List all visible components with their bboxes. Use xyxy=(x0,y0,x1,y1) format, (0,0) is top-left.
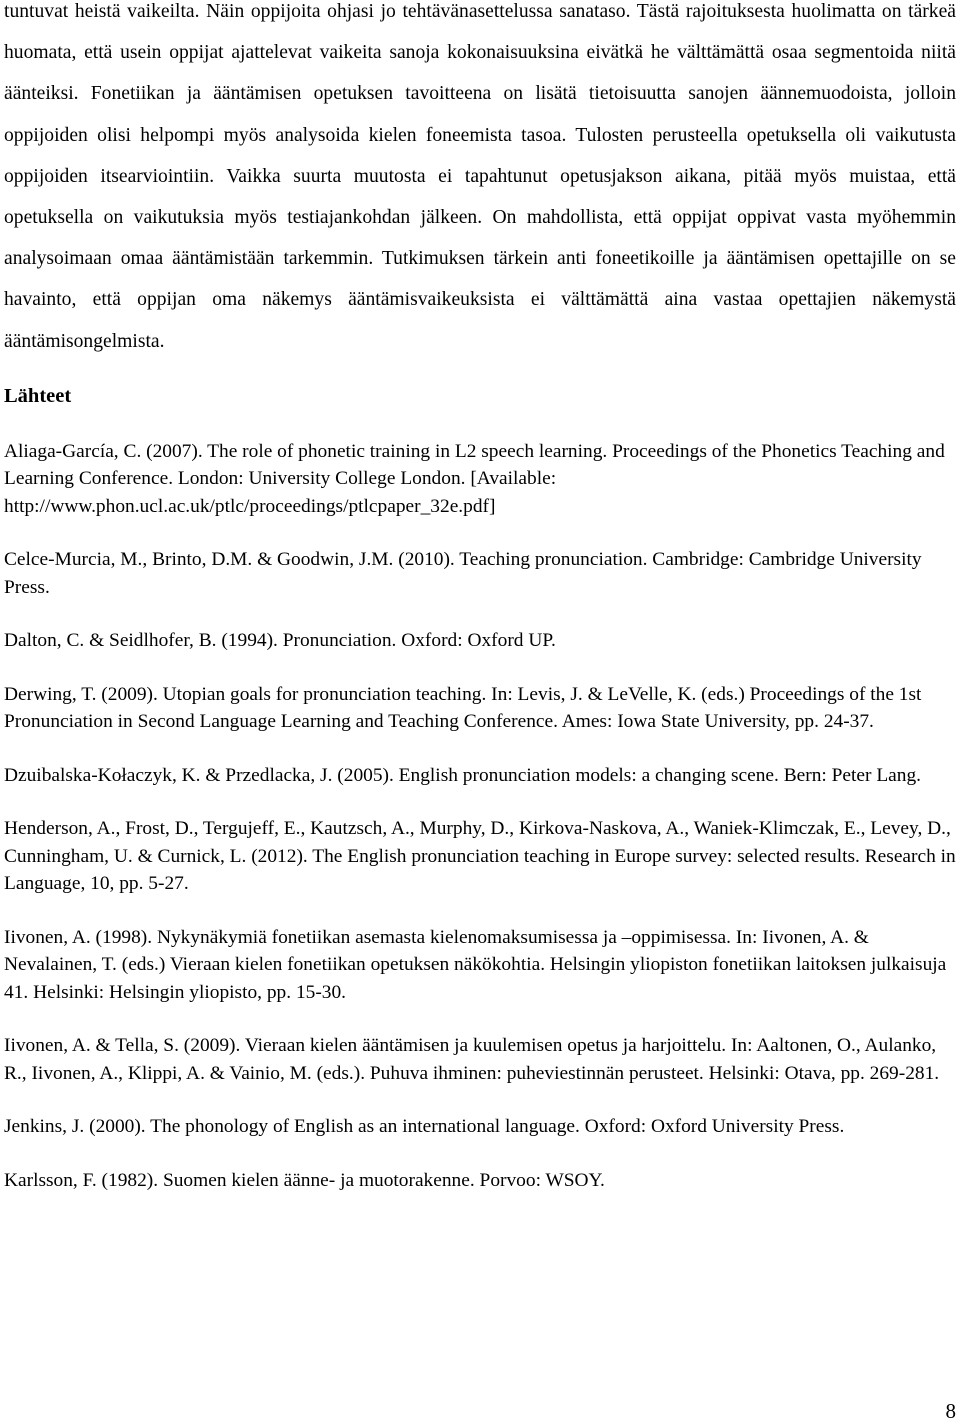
reference-item: Iivonen, A. (1998). Nykynäkymiä fonetiikan asemasta kielenomaksumisessa ja –oppimisessa. In: Iivonen, A. & Nevalainen, T. (eds.) Vieraan kielen fonetiikan opetuksen näkökohtia. Helsingin yliopiston fonetiikan laitoksen julkaisuja 41. Helsinki: Helsingin yliopisto, pp. 15-30. xyxy=(4,926,947,1003)
reference-item: Derwing, T. (2009). Utopian goals for pronunciation teaching. In: Levis, J. & LeVelle, K. (eds.) Proceedings of the 1st Pronunciation in Second Language Learning and Teaching Conference. Ames: Iowa State University, pp. 24-37. xyxy=(4,683,922,733)
reference-item: Iivonen, A. & Tella, S. (2009). Vieraan kielen ääntämisen ja kuulemisen opetus ja harjoittelu. In: Aaltonen, O., Aulanko, R., Iivonen, A., Klippi, A. & Vainio, M. (eds.). Puhuva ihminen: puheviestinnän perusteet. Helsinki: Otava, pp. 269-281. xyxy=(4,1035,940,1084)
document-page xyxy=(4,0,956,1220)
reference-item: Dzuibalska-Kołaczyk, K. & Przedlacka, J. (2005). English pronunciation models: a changing scene. Bern: Peter Lang. xyxy=(4,764,922,786)
reference-item: Aliaga-García, C. (2007). The role of phonetic training in L2 speech learning. Proceedings of the Phonetics Teaching and Learning Conference. London: University College London. [Available: http://www.phon.ucl.ac.uk/ptlc/proceedings/ptlcpaper_32e.pdf] xyxy=(4,440,945,517)
reference-item: Celce-Murcia, M., Brinto, D.M. & Goodwin, J.M. (2010). Teaching pronunciation. Cambridge: Cambridge University Press. xyxy=(4,549,922,598)
body-paragraph: tuntuvat heistä vaikeilta. Näin oppijoita ohjasi jo tehtävänasettelussa sanataso. Tästä rajoituksesta huolimatta on tärkeä huomata, että usein oppijat ajattelevat vaikeita sanoja kokonaisuuksina eivätkä he välttämättä osaa segmentoida niitä äänteiksi. Fonetiikan ja ääntämisen opetuksen tavoitteena on lisätä tietoisuutta sanojen äännemuodoista, jolloin oppijoiden olisi helpompi myös analysoida kielen foneemista tasoa. Tulosten perusteella opetuksella oli vaikutusta oppijoiden itsearviointiin. Vaikka suurta muutosta ei tapahtunut opetusjakson aikana, pitää myös muistaa, että opetuksella on vaikutuksia myös testiajankohdan jälkeen. On mahdollista, että oppijat oppivat vasta myöhemmin analysoimaan omaa ääntämistään tarkemmin. Tutkimuksen tärkein anti foneetikoille ja ääntämisen opettajille on se havainto, että oppijan oma näkemys ääntämisvaikeuksista ei välttämättä aina vastaa opettajien näkemystä ääntämisongelmista. xyxy=(4,1,956,352)
reference-item: Henderson, A., Frost, D., Tergujeff, E., Kautzsch, A., Murphy, D., Kirkova-Naskova, A., Waniek-Klimczak, E., Levey, D., Cunningham, U. & Curnick, L. (2012). The English pronunciation teaching in Europe survey: selected results. Research in Language, 10, pp. 5-27. xyxy=(4,818,956,895)
reference-list xyxy=(4,438,956,1195)
page-number: 8 xyxy=(945,1399,956,1423)
reference-item: Jenkins, J. (2000). The phonology of English as an international language. Oxford: Oxford University Press. xyxy=(4,1116,845,1138)
references-heading: Lähteet xyxy=(4,384,72,407)
reference-item: Karlsson, F. (1982). Suomen kielen äänne- ja muotorakenne. Porvoo: WSOY. xyxy=(4,1169,605,1191)
reference-item: Dalton, C. & Seidlhofer, B. (1994). Pronunciation. Oxford: Oxford UP. xyxy=(4,630,556,652)
